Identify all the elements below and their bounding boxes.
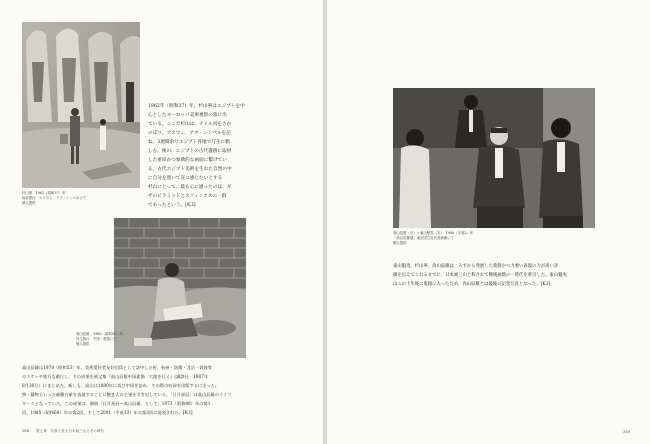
text-line: 高山辰雄は1978（昭和53）年、美術愛好者友好団員として訪中した折、杭州・洛陽・北京・敦煌等: [22, 365, 213, 370]
text-line: ザのピラミッドとスフィンクスの一群: [148, 194, 227, 199]
text-line: はこの十年後に鬼籍に入ったため、高山辰雄とは最後の記念写真となった。[K.I]: [393, 282, 551, 287]
caption-line: 個人提供: [76, 342, 90, 346]
text-line: ね、3週間余りエジプト各地で写生に勤: [148, 140, 230, 145]
text-line: した重厚かつ象徴的な画面に繋げてい: [148, 158, 227, 163]
text-line: しむ。後の、エジプトの古代遺跡に取材: [148, 149, 232, 154]
text-line: 1962年（昭和37）年、杉山寧はエジプトを中: [148, 104, 245, 109]
body-text-three-masters: [393, 262, 567, 289]
caption-line: 個人提供: [22, 201, 36, 205]
text-line: ワークとなっていた。この成果は、個展「日月星辰―高山辰雄」として、1973（昭和48）年の第1: [22, 401, 211, 406]
body-text-sugiyama: [148, 102, 245, 210]
text-line: る。古代エジプト美術を生れた自然の中: [148, 167, 232, 172]
text-line: 8月30日）にまとめた。新しも、高山は1980年に再び中国を訪れ、その際の収録を出版するに至った。: [22, 383, 220, 388]
text-line: に自分を置いて直に感じたいとする: [148, 176, 223, 181]
page-folio-right: 269: [623, 430, 630, 434]
caption-line: 杉山寧 1962（昭和37）年: [22, 191, 66, 195]
photo-takayama-higashiyama-caption: [393, 231, 473, 246]
text-line: ている。ここで杉山は、ナイル河をさか: [148, 122, 232, 127]
text-line: 物・静物といった森羅万象を表現することに飽き人の主張を引き出している。「日月星辰」は高山辰雄のライフ: [22, 392, 232, 397]
text-line: のスケッチ旅行も敢行し、その成果を画文集『高山辰雄中国素描 大地を行く』(講談社 1987年: [22, 374, 209, 379]
text-line: 杉山にとって、最も心に適ったのは、ギ: [148, 185, 232, 190]
photo-abu-simbel-caption: [22, 191, 86, 206]
caption-line: 取材旅行 エジプト アブ・シンベルにて: [22, 196, 87, 200]
text-line: のぼり、アスワン、アブ・シンベルを訪: [148, 131, 231, 136]
text-line: であったという。[K.I]: [148, 203, 196, 208]
caption-line: 高山辰雄（左）と東山魁夷（右） 1990（平成2）年: [393, 231, 474, 235]
text-line: 心としたヨーロッパ美術視察の旅に出: [148, 113, 227, 118]
caption-line: 写生旅行 中国・敦煌にて: [76, 337, 117, 341]
left-page: [0, 0, 323, 444]
caption-line: 個人提供: [393, 241, 407, 245]
photo-takayama-higashiyama: [393, 88, 595, 228]
text-line: 回、1985（昭和60）年の第2回、そして2001（平成13）年の第3回に発表された。[K.I]: [22, 410, 193, 415]
text-line: 価を伝えてくれるまでに、日本画三山と称されて戦後画壇の一時代を牽引した。東山魁夷: [393, 273, 567, 278]
caption-line: 「高山辰雄展」東京国立近代美術館にて: [393, 236, 455, 240]
right-page: [327, 0, 650, 444]
photo-sketching: [114, 218, 246, 358]
caption-line: 高山辰雄 1980（昭和55）年: [76, 332, 123, 336]
photo-abu-simbel: [22, 22, 140, 188]
photo-sketching-caption: [76, 332, 123, 347]
page-folio-left: 268 第七章 写真で見る日本画三山とその時代: [22, 429, 105, 433]
body-text-takayama: [22, 363, 232, 417]
text-line: 東山魁夷、杉山寧、高山辰雄は、みずから発展した新鮮かつ力強い表現の力が高い評: [393, 264, 559, 269]
